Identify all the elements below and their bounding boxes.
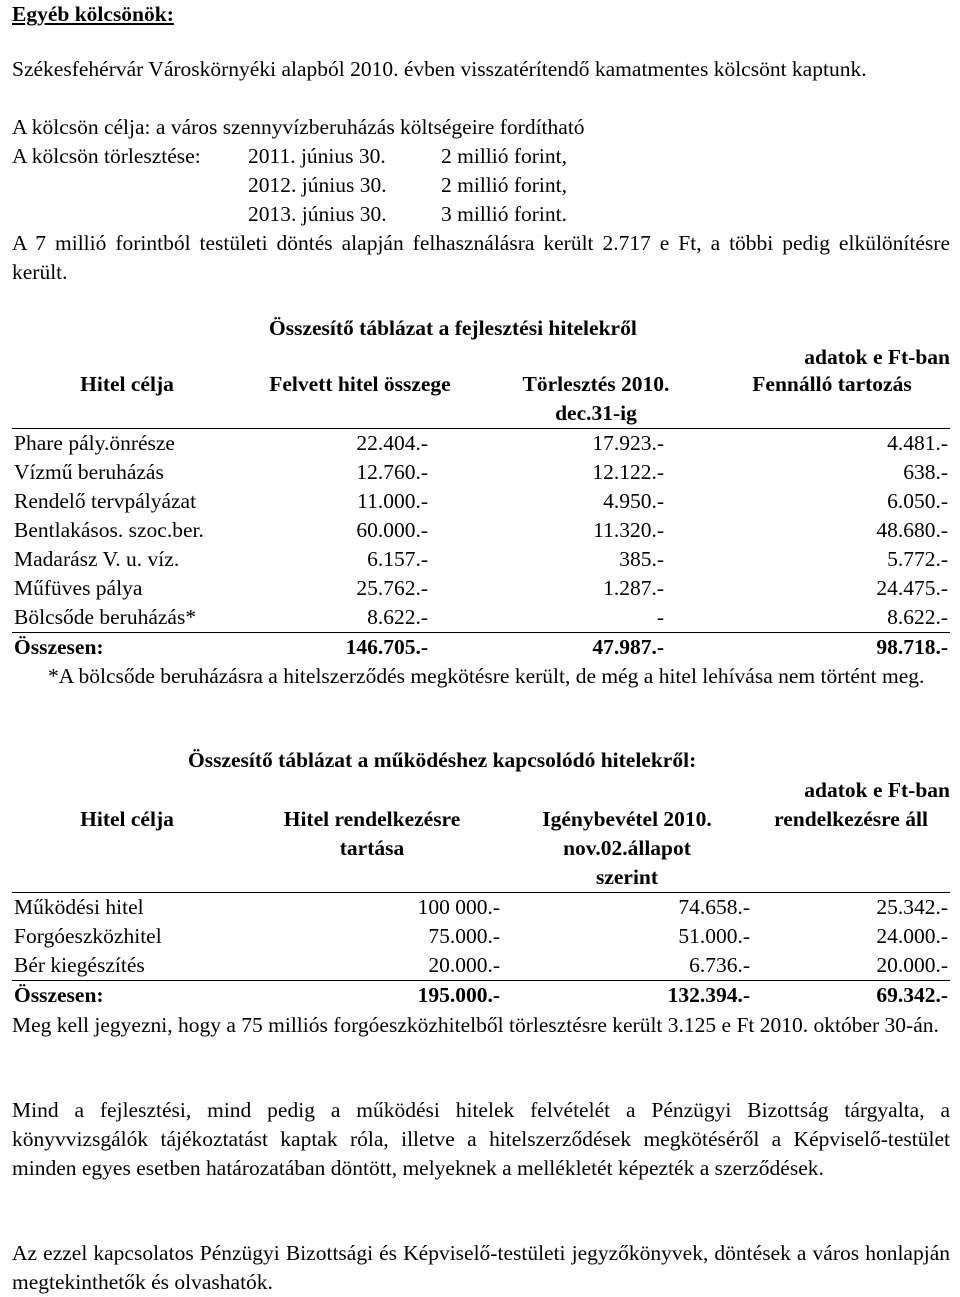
cell-value: 12.122.- <box>592 460 664 484</box>
section-heading: Egyéb kölcsönök: <box>12 2 174 26</box>
table-row <box>12 487 950 516</box>
table-total-row <box>12 981 950 1011</box>
dev-table-title: Összesítő táblázat a fejlesztési hitelekről <box>269 316 637 340</box>
cell-value: 48.680.- <box>876 518 948 542</box>
cell-value: 1.287.- <box>603 576 664 600</box>
column-header: Hitel célja <box>12 805 242 893</box>
column-header: Igénybevétel 2010. nov.02.állapot szerint <box>502 805 752 893</box>
loan-purpose-line <box>12 113 585 142</box>
total-label: Összesen: <box>12 633 242 663</box>
cell-value: 51.000.- <box>678 924 750 948</box>
table-row <box>12 574 950 603</box>
usage-paragraph: A 7 millió forintból testületi döntés alapján felhasználásra került 2.717 e Ft, a többi pedig elkülönítésre került. <box>12 231 950 284</box>
dev-table-footnote: *A bölcsőde beruházásra a hitelszerződés megkötésre került, de még a hitel lehívása nem történt meg. <box>48 664 925 688</box>
cell-value: 24.000.- <box>876 924 948 948</box>
cell-value: 12.760.- <box>356 460 428 484</box>
cell-value: 22.404.- <box>356 431 428 455</box>
dev-loans-table <box>12 370 950 662</box>
repay-date: 2013. június 30. <box>248 202 387 226</box>
cell-value: 385.- <box>619 547 664 571</box>
repay-amount: 2 millió forint, <box>441 144 568 168</box>
dev-table-units: adatok e Ft-ban <box>804 345 950 369</box>
table-row <box>12 603 950 633</box>
closing-paragraph-1: Mind a fejlesztési, mind pedig a működési hitelek felvételét a Pénzügyi Bizottság tárgyalta, a könyvvizsgálók tájékoztatást kaptak róla, illetve a hitelszerződések megkötéséről a Képviselő-testület minden egyes esetben határozatában döntött, melyeknek a mellékletét képezték a szerződések. <box>12 1098 950 1180</box>
table-row <box>12 922 950 951</box>
repay-date: 2012. június 30. <box>248 173 387 197</box>
loan-repay-label: A kölcsön törlesztése: <box>12 144 201 168</box>
column-header: Hitel célja <box>12 370 242 429</box>
cell-value: 60.000.- <box>356 518 428 542</box>
intro-paragraph: Székesfehérvár Városkörnyéki alapból 2010. évben visszatérítendő kamatmentes kölcsönt kaptunk. <box>12 57 867 81</box>
row-label: Rendelő tervpályázat <box>14 489 197 513</box>
cell-value: - <box>656 605 664 629</box>
table-row <box>12 893 950 923</box>
loan-purpose-label: A kölcsön célja: <box>12 115 151 139</box>
cell-value: 74.658.- <box>678 895 750 919</box>
table-total-row <box>12 633 950 663</box>
cell-value: 4.950.- <box>603 489 664 513</box>
row-label: Phare pály.önrésze <box>14 431 175 455</box>
table-header-row <box>12 805 950 893</box>
op-table-note: Meg kell jegyezni, hogy a 75 milliós forgóeszközhitelből törlesztésre került 3.125 e Ft 2010. október 30-án. <box>12 1013 939 1037</box>
closing-paragraph-2: Az ezzel kapcsolatos Pénzügyi Bizottsági és Képviselő-testületi jegyzőkönyvek, döntések a város honlapján megtekinthetők és olvashatók. <box>12 1241 950 1294</box>
op-table-units: adatok e Ft-ban <box>804 778 950 802</box>
cell-value: 20.000.- <box>428 953 500 977</box>
column-header: Hitel rendelkezésre tartása <box>242 805 502 893</box>
repay-amount: 3 millió forint. <box>441 202 568 226</box>
cell-value: 6.157.- <box>367 547 428 571</box>
cell-value: 6.050.- <box>887 489 948 513</box>
total-value: 195.000.- <box>242 981 502 1011</box>
table-row <box>12 951 950 981</box>
op-table-title: Összesítő táblázat a működéshez kapcsolódó hitelekről: <box>188 748 697 772</box>
table-row <box>12 545 950 574</box>
table-row <box>12 458 950 487</box>
column-header: Felvett hitel összege <box>242 370 478 429</box>
cell-value: 6.736.- <box>689 953 750 977</box>
cell-value: 25.762.- <box>356 576 428 600</box>
column-header: Fennálló tartozás <box>714 370 950 429</box>
total-value: 47.987.- <box>478 633 714 663</box>
cell-value: 25.342.- <box>876 895 948 919</box>
row-label: Műfüves pálya <box>14 576 143 600</box>
cell-value: 17.923.- <box>592 431 664 455</box>
row-label: Forgóeszközhitel <box>14 924 162 948</box>
cell-value: 100 000.- <box>417 895 500 919</box>
cell-value: 8.622.- <box>367 605 428 629</box>
total-value: 69.342.- <box>752 981 950 1011</box>
total-value: 146.705.- <box>242 633 478 663</box>
cell-value: 24.475.- <box>876 576 948 600</box>
column-header: rendelkezésre áll <box>752 805 950 893</box>
cell-value: 20.000.- <box>876 953 948 977</box>
cell-value: 11.000.- <box>357 489 428 513</box>
cell-value: 75.000.- <box>428 924 500 948</box>
repay-date: 2011. június 30. <box>248 144 386 168</box>
cell-value: 11.320.- <box>593 518 664 542</box>
table-header-row <box>12 370 950 429</box>
repay-amount: 2 millió forint, <box>441 173 568 197</box>
row-label: Vízmű beruházás <box>14 460 164 484</box>
table-row <box>12 429 950 459</box>
total-value: 98.718.- <box>714 633 950 663</box>
op-loans-table <box>12 805 950 1010</box>
cell-value: 638.- <box>903 460 948 484</box>
cell-value: 5.772.- <box>887 547 948 571</box>
total-value: 132.394.- <box>502 981 752 1011</box>
row-label: Madarász V. u. víz. <box>14 547 180 571</box>
row-label: Bölcsőde beruházás* <box>14 605 197 629</box>
column-header: Törlesztés 2010. dec.31-ig <box>478 370 714 429</box>
total-label: Összesen: <box>12 981 242 1011</box>
table-row <box>12 516 950 545</box>
cell-value: 8.622.- <box>887 605 948 629</box>
loan-purpose-text: a város szennyvízberuházás költségeire fordítható <box>150 115 585 139</box>
row-label: Működési hitel <box>14 895 144 919</box>
row-label: Bentlakásos. szoc.ber. <box>14 518 204 542</box>
cell-value: 4.481.- <box>887 431 948 455</box>
row-label: Bér kiegészítés <box>14 953 145 977</box>
